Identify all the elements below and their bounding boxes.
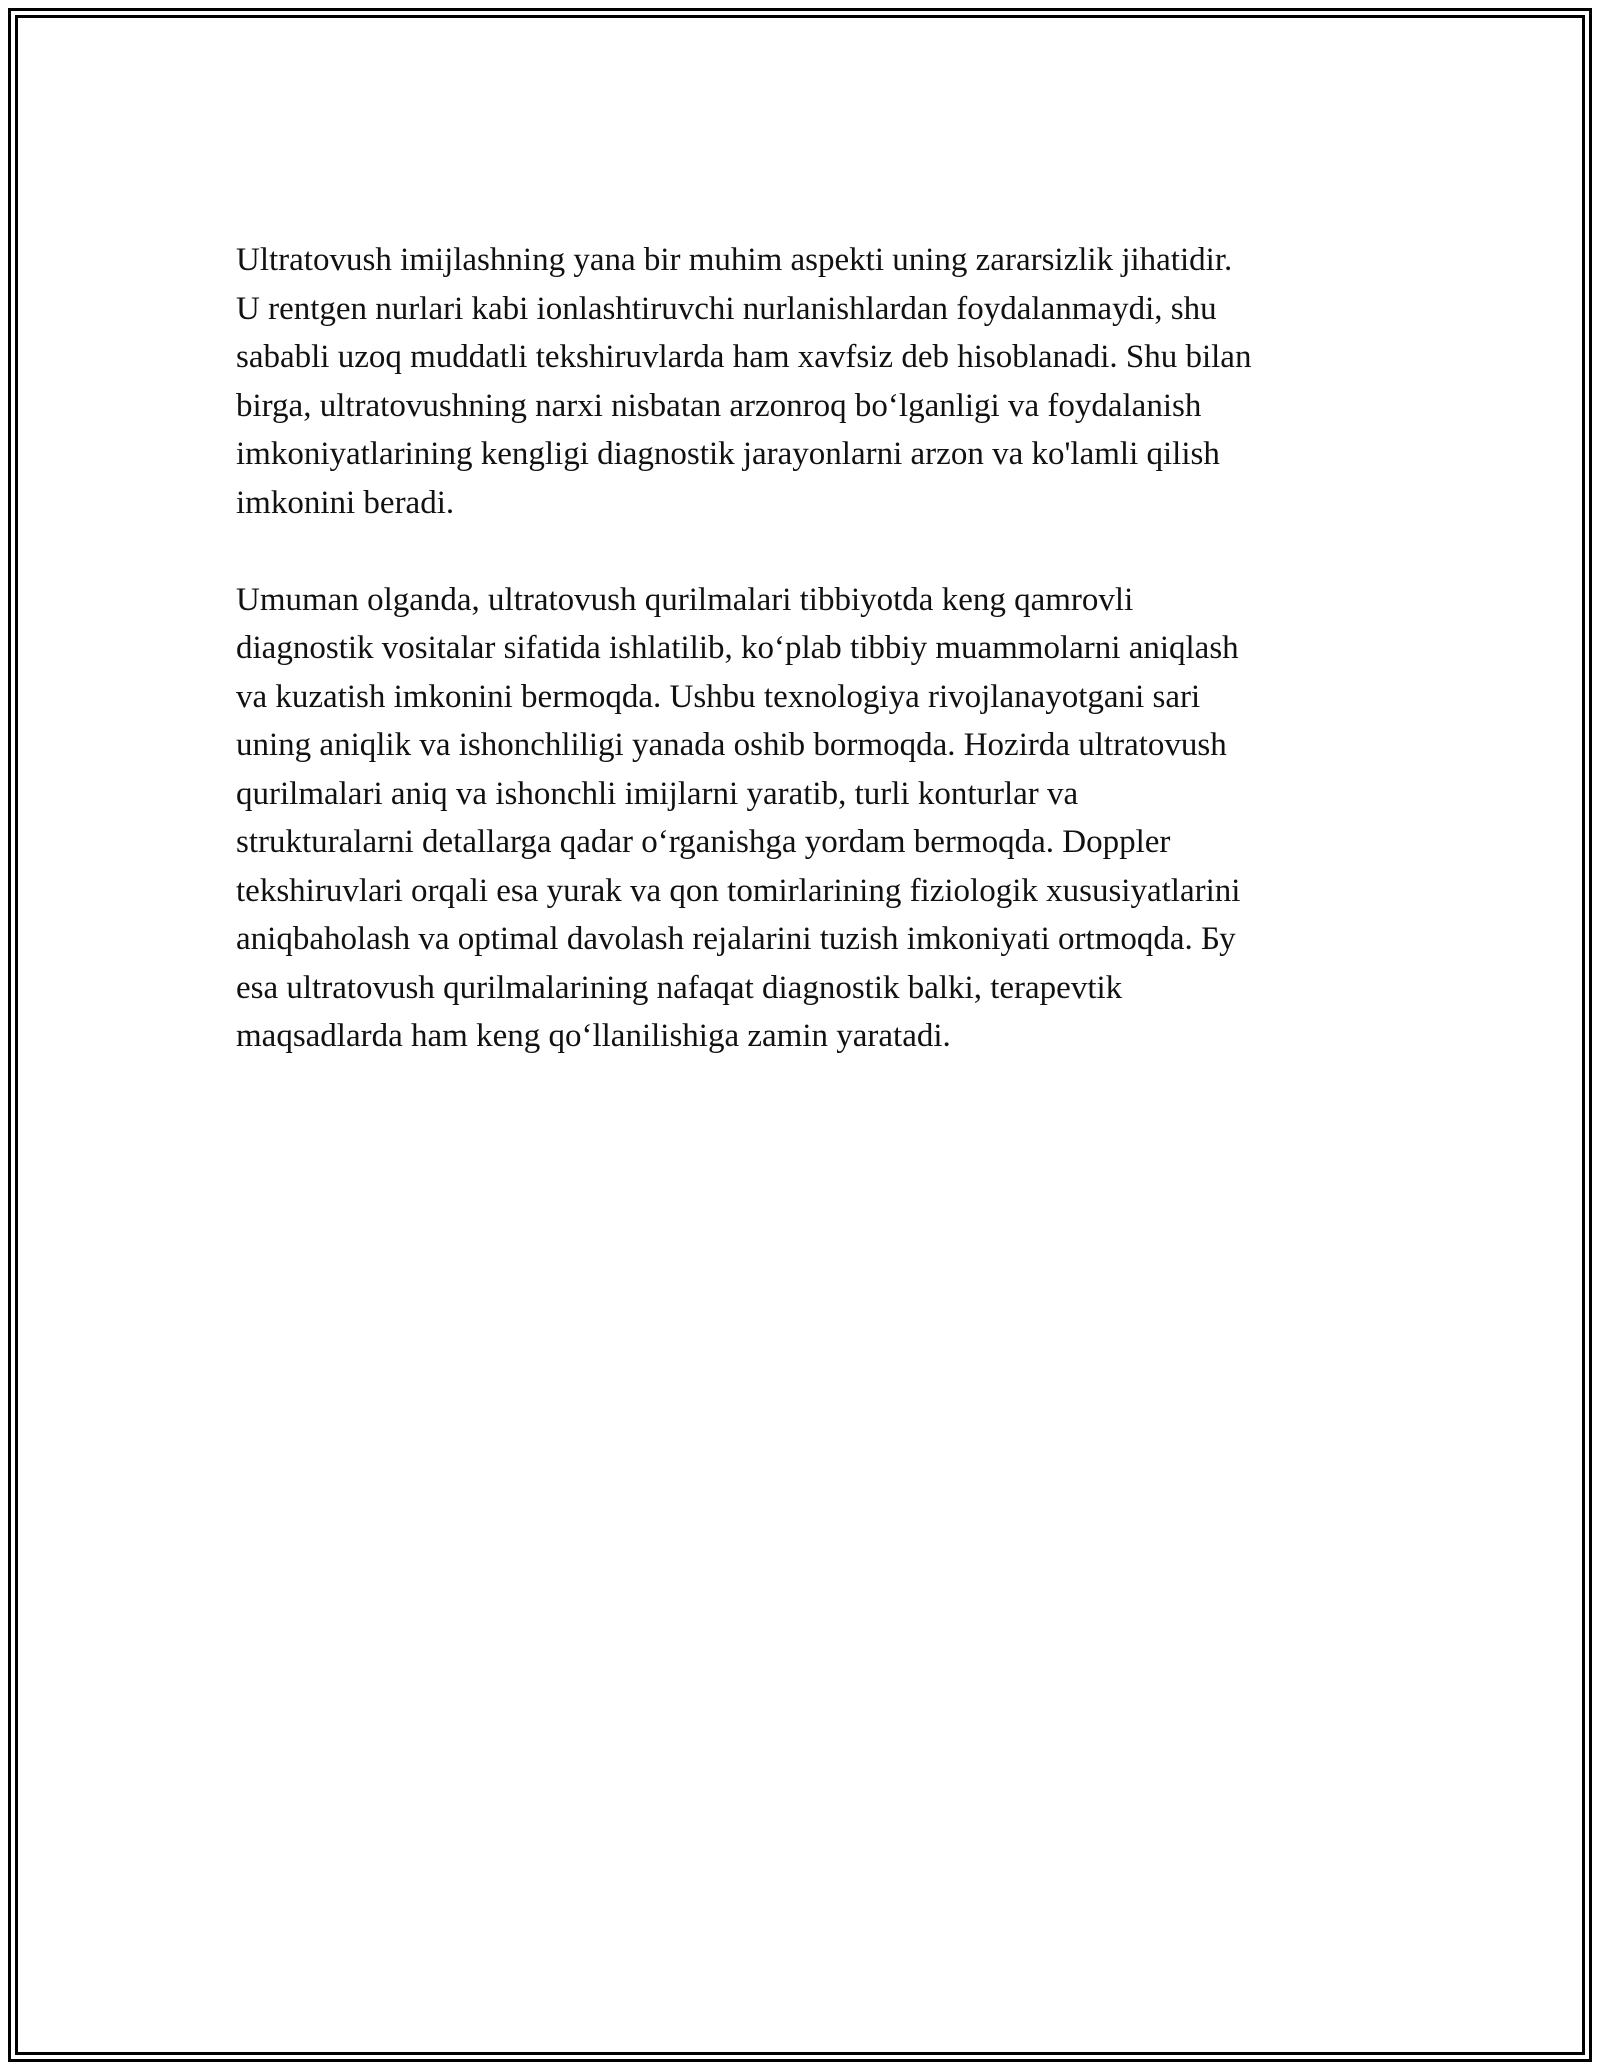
paragraph-ultrasound-safety: Ultratovush imijlashning yana bir muhim aspekti uning zararsizlik jihatidir. U rentgen nurlari kabi ionlashtiruvchi nurlanishlardan foydalanmaydi, shu sababli uzoq muddatli tekshiruvlarda ham xavfsiz deb hisoblanadi. Shu bilan birga, ultratovushning narxi nisbatan arzonroq bo‘lganligi va foydalanish imkoniyatlarining kengligi diagnostik jarayonlarni arzon va ko'lamli qilish imkonini beradi.: [236, 242, 1252, 521]
document-body: [236, 236, 1376, 1109]
paragraph-ultrasound-summary: Umuman olganda, ultratovush qurilmalari tibbiyotda keng qamrovli diagnostik vositalar sifatida ishlatilib, ko‘plab tibbiy muammolarni aniqlash va kuzatish imkonini bermoqda. Ushbu texnologiya rivojlanayotgani sari uning aniqlik va ishonchliligi yanada oshib bormoqda. Hozirda ultratovush qurilmalari aniq va ishonchli imijlarni yaratib, turli konturlar va strukturalarni detallarga qadar o‘rganishga yordam bermoqda. Doppler tekshiruvlari orqali esa yurak va qon tomirlarining fiziologik xususiyatlarini aniqbaholash va optimal davolash rejalarini tuzish imkoniyati ortmoqda. Бу esa ultratovush qurilmalarining nafaqat diagnostik balki, terapevtik maqsadlarda ham keng qo‘llanilishiga zamin yaratadi.: [236, 581, 1241, 1054]
